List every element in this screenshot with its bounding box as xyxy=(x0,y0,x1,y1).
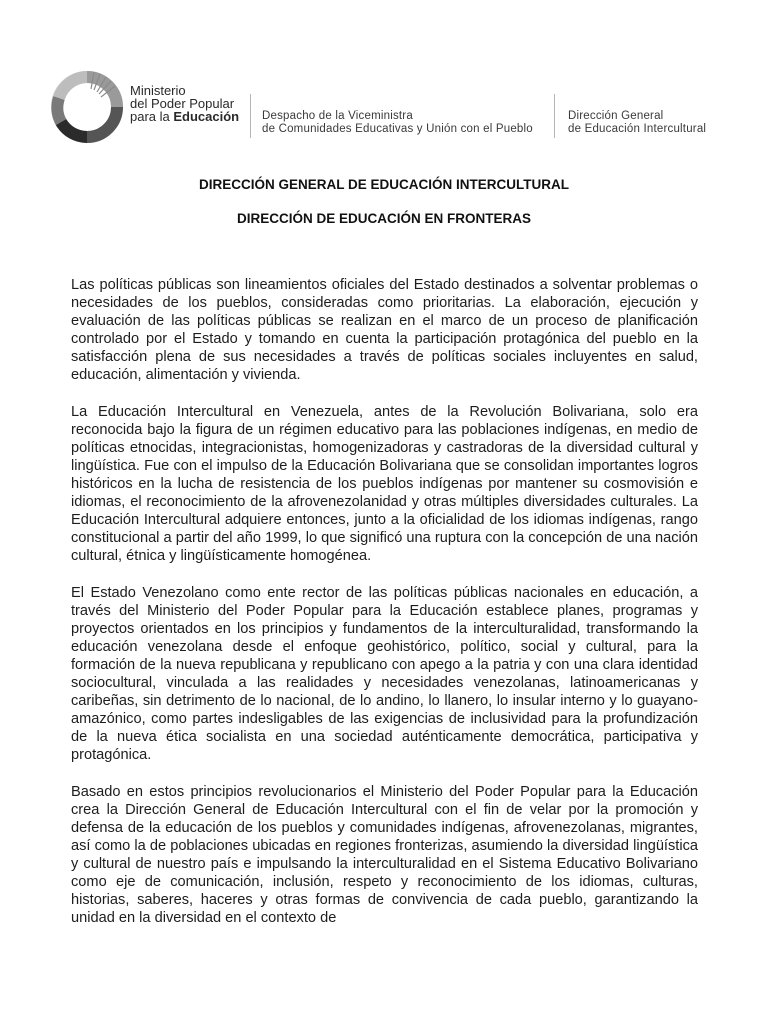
direction-line-1: Dirección General xyxy=(568,110,664,122)
document-body xyxy=(71,276,698,945)
office-line-1: Despacho de la Viceministra xyxy=(262,110,413,122)
letterhead xyxy=(50,70,730,148)
paragraph: Las políticas públicas son lineamientos oficiales del Estado destinados a solventar problemas o necesidades de los pueblos, consideradas como prioritarias. La elaboración, ejecución y evaluación de las políticas públicas se realizan en el marco de un proceso de planificación controlado por el Estado y tomando en cuenta la participación protagónica del pueblo en la satisfacción plena de sus necesidades a través de políticas sociales incluyentes en salud, educación, alimentación y vivienda. xyxy=(71,277,698,384)
paragraph: El Estado Venezolano como ente rector de las políticas públicas nacionales en educación, a través del Ministerio del Poder Popular para la Educación establece planes, programas y proyectos orientados en los principios y fundamentos de la interculturalidad, transformando la educación venezolana desde el enfoque geohistórico, político, social y cultural, para la formación de la nueva republicana y republicano con apego a la patria y con una clara identidad sociocultural, vinculada a las realidades y necesidades venezolanas, latinoamericanas y caribeñas, sin detrimento de lo nacional, de lo andino, lo llanero, lo insular interno y lo guayano-amazónico, como partes indesligables de las exigencias de inclusividad para la profundización de la nueva ética socialista en una sociedad auténticamente democrática, participativa y protagónica. xyxy=(71,584,698,764)
ministry-line-3-prefix: para la xyxy=(130,109,174,124)
ministry-name xyxy=(130,84,239,123)
ministry-line-1: Ministerio xyxy=(130,83,186,98)
paragraph: Basado en estos principios revolucionarios el Ministerio del Poder Popular para la Educación crea la Dirección General de Educación Intercultural con el fin de velar por la promoción y defensa de la educación de los pueblos y comunidades indígenas, afrovenezolanas, migrantes, así como la de poblaciones ubicadas en regiones fronterizas, asumiendo la diversidad lingüística y cultural de nuestro país e impulsando la interculturalidad en el Sistema Educativo Bolivariano como eje de comunicación, inclusión, respeto y reconocimiento de los idiomas, culturas, historias, saberes, haceres y otras formas de convivencia de cada pueblo, garantizando la unidad en la diversidad en el contexto de xyxy=(71,783,698,927)
office-name xyxy=(262,110,533,135)
direction-line-2: de Educación Intercultural xyxy=(568,122,707,135)
ministry-logo-icon xyxy=(50,70,124,144)
office-line-2: de Comunidades Educativas y Unión con el Pueblo xyxy=(262,122,533,135)
header-divider xyxy=(554,94,555,138)
ministry-line-2: del Poder Popular xyxy=(130,96,235,111)
document-title: DIRECCIÓN GENERAL DE EDUCACIÓN INTERCULTURAL xyxy=(198,177,569,192)
document-subtitle: DIRECCIÓN DE EDUCACIÓN EN FRONTERAS xyxy=(236,211,531,226)
ministry-line-3-bold: Educación xyxy=(173,109,240,124)
ministry-line-3 xyxy=(130,110,239,123)
direction-name xyxy=(568,110,706,135)
header-divider xyxy=(250,94,251,138)
paragraph: La Educación Intercultural en Venezuela, antes de la Revolución Bolivariana, solo era reconocida bajo la figura de un régimen educativo para las poblaciones indígenas, en medio de políticas etnocidas, integracionistas, homogenizadoras y castradoras de la diversidad cultural y lingüística. Fue con el impulso de la Educación Bolivariana que se consolidan importantes logros históricos en la lucha de resistencia de los pueblos indígenas por mantener su cosmovisión e idiomas, el reconocimiento de la afrovenezolanidad y otras múltiples diversidades culturales. La Educación Intercultural adquiere entonces, junto a la oficialidad de los idiomas indígenas, rango constitucional a partir del año 1999, lo que significó una ruptura con la concepción de una nación cultural, étnica y lingüísticamente homogénea. xyxy=(71,403,698,565)
